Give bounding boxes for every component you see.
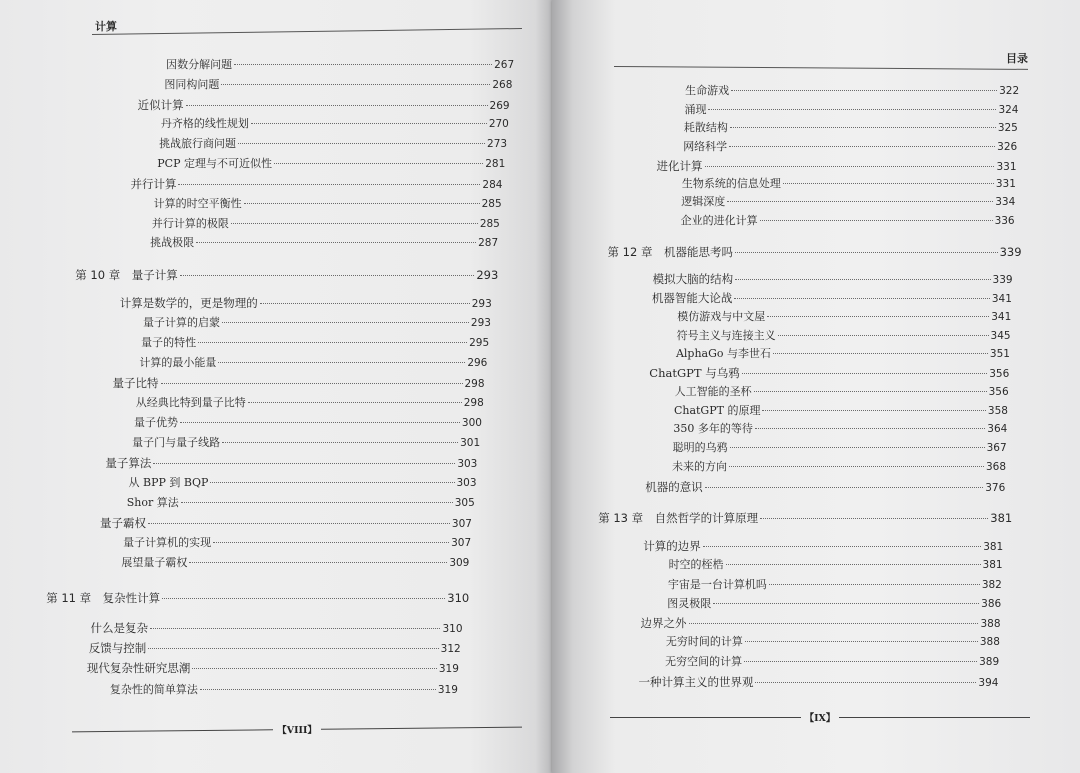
entry-title: 并行计算的极限 [151, 217, 229, 230]
toc-entry [87, 661, 459, 676]
entry-title: 第 13 章 自然哲学的计算原理 [598, 511, 759, 525]
toc-entry [672, 460, 1006, 474]
dot-leader [708, 109, 996, 110]
dot-leader [150, 628, 440, 629]
page-footer [610, 710, 1030, 724]
entry-page-number: 336 [994, 215, 1015, 227]
toc-entry [100, 516, 472, 531]
entry-title: 宇宙是一台计算机吗 [667, 578, 767, 591]
entry-page-number: 309 [449, 557, 470, 569]
dot-leader [210, 482, 454, 483]
toc-entry [150, 236, 498, 250]
dot-leader [760, 220, 993, 221]
entry-title: 聪明的乌鸦 [672, 441, 728, 454]
dot-leader [767, 316, 989, 317]
dot-leader [727, 201, 993, 202]
dot-leader [178, 184, 480, 185]
entry-title: 第 11 章 复杂性计算 [46, 591, 161, 605]
dot-leader [222, 442, 458, 443]
entry-page-number: 381 [982, 559, 1003, 571]
dot-leader [200, 689, 436, 690]
entry-title: 计算是数学的，更是物理的 [119, 296, 258, 310]
dot-leader [755, 428, 985, 429]
entry-title: 时空的桎梏 [668, 558, 724, 571]
entry-page-number: 301 [460, 437, 481, 449]
entry-title: 量子计算的启蒙 [142, 316, 220, 329]
toc-entry [681, 195, 1015, 209]
chapter-entry [608, 245, 1022, 259]
entry-title: 涌现 [684, 103, 707, 116]
dot-leader [234, 64, 492, 65]
toc-entry [152, 217, 500, 231]
entry-page-number: 322 [999, 85, 1020, 97]
toc-entry [677, 310, 1011, 324]
entry-page-number: 351 [989, 348, 1010, 360]
entry-title: 符号主义与连接主义 [676, 329, 776, 342]
entry-title: 挑战极限 [150, 236, 195, 249]
entry-title: 人工智能的圣杯 [674, 385, 752, 398]
entry-page-number: 285 [479, 218, 500, 230]
entry-title: 展望量子霸权 [121, 556, 188, 569]
toc-entry [110, 683, 458, 697]
entry-title: 企业的进化计算 [680, 214, 758, 227]
dot-leader [726, 564, 981, 565]
entry-page-number: 273 [487, 138, 508, 150]
toc-entry [666, 635, 1000, 649]
dot-leader [231, 223, 478, 224]
entry-title: 复杂性的简单算法 [109, 683, 198, 696]
toc-entry [676, 347, 1010, 361]
entry-title: 计算的时空平衡性 [153, 197, 242, 210]
entry-title: 图同构问题 [164, 78, 220, 91]
dot-leader [735, 279, 990, 280]
entry-page-number: 386 [981, 598, 1002, 610]
dot-leader [260, 303, 470, 304]
entry-page-number: 305 [454, 497, 475, 509]
dot-leader [192, 668, 436, 669]
entry-page-number: 376 [985, 482, 1006, 494]
page-footer [72, 720, 522, 739]
entry-title: 从经典比特到量子比特 [135, 396, 246, 409]
dot-leader [705, 166, 995, 167]
toc-entry [154, 197, 502, 211]
dot-leader [754, 391, 987, 392]
dot-leader [180, 275, 475, 276]
entry-page-number: 285 [481, 198, 502, 210]
entry-title: 边界之外 [640, 616, 687, 630]
entry-title: 第 10 章 量子计算 [75, 268, 178, 282]
entry-title: 挑战旅行商问题 [159, 137, 237, 150]
chapter-entry [46, 591, 469, 605]
entry-page-number: 389 [979, 656, 1000, 668]
dot-leader [689, 623, 979, 624]
dot-leader [705, 487, 983, 488]
entry-title: 近似计算 [137, 98, 184, 112]
entry-title: 计算的最小能量 [139, 356, 217, 369]
dot-leader [213, 542, 449, 543]
toc-entry [673, 441, 1007, 455]
entry-title: 模拟大脑的结构 [652, 272, 734, 286]
entry-title: 耗散结构 [683, 121, 728, 134]
dot-leader [180, 422, 460, 423]
entry-title: 一种计算主义的世界观 [638, 675, 754, 689]
entry-title: 量子门与量子线路 [132, 436, 221, 449]
dot-leader [778, 335, 989, 336]
entry-page-number: 388 [979, 636, 1000, 648]
entry-title: AlphaGo 与李世石 [675, 347, 772, 360]
entry-page-number: 293 [470, 317, 491, 329]
toc-entry [89, 641, 461, 656]
entry-page-number: 287 [478, 237, 499, 249]
entry-page-number: 325 [997, 122, 1018, 134]
entry-page-number: 356 [988, 386, 1009, 398]
entry-title: 生物系统的信息处理 [681, 177, 781, 190]
entry-page-number: 298 [463, 397, 484, 409]
entry-page-number: 368 [985, 461, 1006, 473]
dot-leader [161, 383, 463, 384]
entry-title: 进化计算 [656, 159, 703, 173]
entry-title: 第 12 章 机器能思考吗 [607, 245, 733, 259]
toc-entry [164, 78, 512, 92]
entry-title: 无穷空间的计算 [665, 655, 743, 668]
entry-page-number: 267 [494, 59, 515, 71]
dot-leader [244, 203, 480, 204]
entry-page-number: 364 [987, 423, 1008, 435]
entry-title: 机器的意识 [645, 480, 703, 494]
dot-leader [196, 242, 476, 243]
toc-entry [132, 436, 480, 450]
dot-leader [745, 641, 978, 642]
toc-entry [141, 336, 489, 350]
entry-page-number: 331 [996, 161, 1017, 173]
entry-title: 无穷时间的计算 [665, 635, 743, 648]
entry-page-number: 269 [489, 100, 510, 112]
dot-leader [189, 562, 447, 563]
toc-entry [123, 536, 471, 550]
dot-leader [148, 648, 438, 649]
entry-page-number: 339 [999, 245, 1022, 259]
toc-entry [139, 356, 487, 370]
dot-leader [744, 661, 977, 662]
entry-page-number: 358 [987, 405, 1008, 417]
entry-title: ChatGPT 与乌鸦 [649, 366, 740, 380]
entry-page-number: 319 [438, 663, 459, 675]
entry-page-number: 303 [456, 477, 477, 489]
dot-leader [248, 402, 462, 403]
toc-entry [641, 616, 1001, 631]
dot-leader [238, 143, 485, 144]
entry-title: 量子优势 [133, 416, 178, 429]
entry-page-number: 381 [990, 511, 1013, 525]
entry-title: 现代复杂性研究思潮 [86, 661, 191, 675]
dot-leader [735, 252, 998, 253]
dot-leader [760, 518, 988, 519]
entry-page-number: 341 [991, 293, 1012, 305]
footer-rule [72, 729, 273, 732]
toc-entry [683, 140, 1017, 154]
dot-leader [762, 410, 985, 411]
dot-leader [153, 463, 455, 464]
running-head: 计算 [95, 20, 117, 33]
entry-title: 计算的边界 [643, 539, 701, 553]
dot-leader [742, 373, 988, 374]
page-number: 【IX】 [804, 713, 836, 724]
entry-title: 生命游戏 [685, 84, 730, 97]
dot-leader [773, 353, 988, 354]
entry-page-number: 293 [476, 268, 499, 282]
toc-entry [161, 117, 509, 131]
entry-page-number: 319 [437, 684, 458, 696]
entry-page-number: 334 [995, 196, 1016, 208]
toc-entry [649, 366, 1009, 381]
dot-leader [729, 146, 995, 147]
entry-title: ChatGPT 的原理 [673, 404, 761, 417]
entry-title: 因数分解问题 [166, 58, 233, 71]
entry-page-number: 310 [442, 623, 463, 635]
entry-page-number: 296 [467, 357, 488, 369]
dot-leader [218, 362, 465, 363]
toc-entry [674, 404, 1008, 418]
footer-rule [610, 717, 801, 718]
entry-page-number: 324 [998, 104, 1019, 116]
entry-page-number: 281 [485, 158, 506, 170]
toc-entry [127, 496, 475, 510]
entry-title: 逻辑深度 [681, 195, 726, 208]
entry-page-number: 295 [469, 337, 490, 349]
entry-title: 机器智能大论战 [651, 291, 733, 305]
chapter-entry [75, 268, 498, 282]
dot-leader [731, 90, 997, 91]
entry-page-number: 298 [464, 378, 485, 390]
toc-entry [673, 422, 1007, 436]
entry-title: 模仿游戏与中文屋 [677, 310, 766, 323]
entry-page-number: 268 [492, 79, 513, 91]
entry-page-number: 303 [457, 458, 478, 470]
entry-title: 未来的方向 [672, 460, 727, 473]
dot-leader [274, 163, 483, 164]
dot-leader [713, 603, 979, 604]
right-page [552, 0, 1080, 773]
dot-leader [755, 682, 976, 683]
entry-page-number: 310 [447, 591, 470, 605]
toc-entry [653, 272, 1013, 287]
entry-title: 量子算法 [105, 456, 152, 470]
toc-entry [652, 291, 1012, 306]
entry-page-number: 307 [451, 537, 472, 549]
toc-entry [675, 385, 1009, 399]
toc-entry [143, 316, 491, 330]
toc-entry [138, 98, 510, 113]
entry-page-number: 382 [981, 579, 1002, 591]
dot-leader [221, 84, 490, 85]
entry-title: 网络科学 [683, 140, 728, 153]
entry-page-number: 326 [997, 141, 1018, 153]
toc-entry [665, 655, 999, 669]
entry-page-number: 312 [440, 643, 461, 655]
entry-title: 图灵极限 [667, 597, 712, 610]
chapter-entry [598, 511, 1012, 525]
toc-entry [166, 58, 514, 72]
entry-page-number: 307 [451, 518, 472, 530]
entry-title: 并行计算 [130, 177, 177, 191]
entry-title: 350 多年的等待 [673, 422, 753, 435]
entry-title: 从 BPP 到 BQP [128, 476, 209, 489]
dot-leader [730, 127, 996, 128]
entry-page-number: 270 [488, 118, 509, 130]
toc-entry [645, 480, 1005, 495]
entry-page-number: 300 [461, 417, 482, 429]
toc-entry [159, 137, 507, 151]
entry-title: Shor 算法 [126, 496, 179, 509]
entry-page-number: 356 [989, 368, 1010, 380]
toc-entry [638, 675, 998, 690]
entry-page-number: 339 [992, 274, 1013, 286]
entry-title: 量子计算机的实现 [123, 536, 212, 549]
entry-title: 量子的特性 [141, 336, 197, 349]
entry-page-number: 331 [995, 178, 1016, 190]
entry-page-number: 293 [471, 298, 492, 310]
toc-entry [129, 476, 477, 490]
entry-title: 量子霸权 [99, 516, 146, 530]
dot-leader [148, 523, 450, 524]
entry-title: 什么是复杂 [90, 621, 148, 635]
dot-leader [181, 502, 453, 503]
entry-page-number: 345 [990, 330, 1011, 342]
footer-rule [321, 726, 522, 729]
entry-page-number: 394 [978, 677, 999, 689]
toc-entry [134, 416, 482, 430]
dot-leader [783, 183, 994, 184]
dot-leader [198, 342, 467, 343]
toc-entry [121, 556, 469, 570]
dot-leader [251, 123, 487, 124]
toc-entry [136, 396, 484, 410]
entry-page-number: 341 [991, 311, 1012, 323]
toc-entry [130, 177, 502, 192]
toc-entry [669, 558, 1003, 572]
toc-entry [643, 539, 1003, 554]
dot-leader [769, 584, 980, 585]
dot-leader [734, 298, 989, 299]
toc-entry [657, 159, 1017, 174]
toc-entry [682, 177, 1016, 191]
toc-entry [667, 597, 1001, 611]
entry-page-number: 388 [980, 618, 1001, 630]
header-rule [92, 28, 522, 35]
entry-page-number: 284 [482, 179, 503, 191]
toc-entry [105, 456, 477, 471]
toc-entry [120, 296, 492, 311]
toc-entry [668, 578, 1002, 592]
entry-title: 量子比特 [112, 376, 159, 390]
footer-rule [839, 717, 1030, 718]
entry-title: 丹齐格的线性规划 [160, 117, 249, 130]
toc-entry [681, 214, 1015, 228]
entry-title: PCP 定理与不可近似性 [157, 157, 272, 170]
dot-leader [222, 322, 469, 323]
toc-entry [685, 84, 1019, 98]
header-rule [614, 66, 1028, 70]
dot-leader [730, 447, 985, 448]
dot-leader [703, 546, 981, 547]
dot-leader [729, 466, 984, 467]
toc-entry [113, 376, 485, 391]
entry-page-number: 367 [986, 442, 1007, 454]
page-number: 【VIII】 [277, 724, 317, 737]
toc-entry [157, 157, 505, 171]
toc-entry [91, 621, 463, 636]
toc-entry [684, 103, 1018, 117]
dot-leader [162, 598, 445, 599]
toc-entry [677, 329, 1011, 343]
entry-title: 反馈与控制 [88, 641, 147, 655]
dot-leader [186, 105, 488, 106]
entry-page-number: 381 [983, 541, 1004, 553]
toc-entry [684, 121, 1018, 135]
running-head: 目录 [1006, 52, 1028, 65]
